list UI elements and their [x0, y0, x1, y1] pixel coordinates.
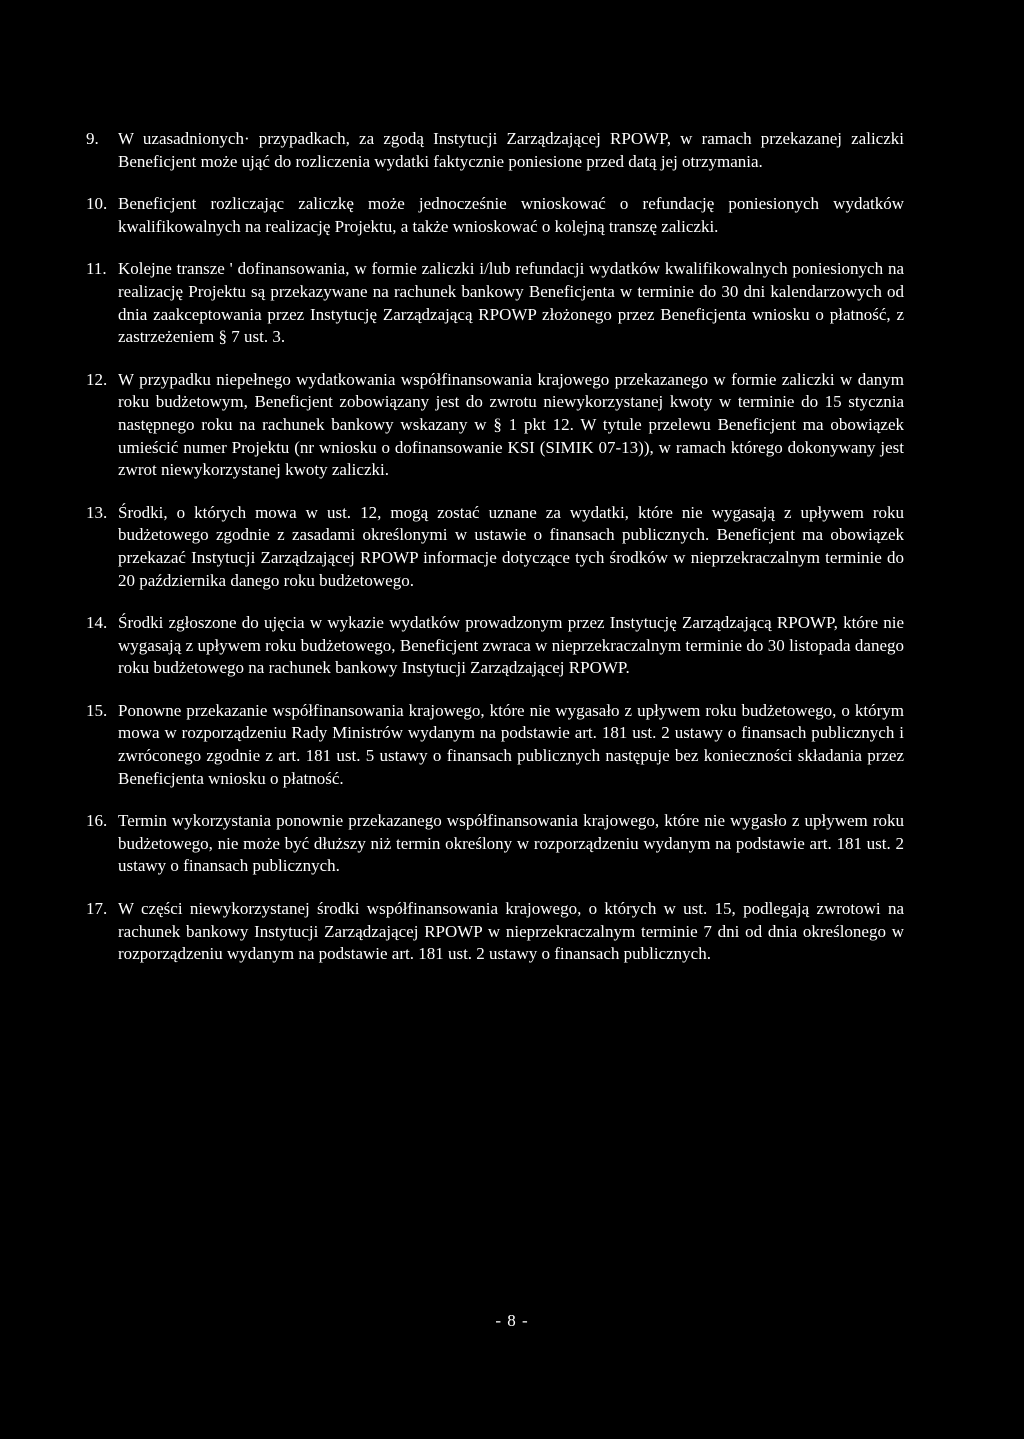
paragraph-text: Kolejne transze ' dofinansowania, w formie zaliczki i/lub refundacji wydatków kwalifikowalnych poniesionych na realizację Projektu są przekazywane na rachunek bankowy Beneficjenta w terminie do 30 dni kalendarzowych od dnia zaakceptowania przez Instytucję Zarządzającą RPOWP złożonego przez Beneficjenta wniosku o płatność, z zastrzeżeniem § 7 ust. 3.: [118, 259, 904, 347]
paragraph-12: [86, 369, 904, 482]
paragraph-number: 16.: [86, 811, 108, 831]
page-number: - 8 -: [495, 1311, 529, 1330]
paragraph-text: Środki zgłoszone do ujęcia w wykazie wydatków prowadzonym przez Instytucję Zarządzającą RPOWP, które nie wygasają z upływem roku budżetowego, Beneficjent zwraca w nieprzekraczalnym terminie do 30 listopada danego roku budżetowego na rachunek bankowy Instytucji Zarządzającej RPOWP.: [118, 613, 904, 678]
paragraph-number: 17.: [86, 899, 108, 919]
paragraph-16: [86, 810, 904, 878]
paragraph-17: [86, 898, 904, 966]
paragraph-14: [86, 612, 904, 680]
paragraph-text: Termin wykorzystania ponownie przekazanego współfinansowania krajowego, które nie wygasło z upływem roku budżetowego, nie może być dłuższy niż termin określony w rozporządzeniu wydanym na podstawie art. 181 ust. 2 ustawy o finansach publicznych.: [118, 811, 904, 876]
paragraph-number: 10.: [86, 194, 108, 214]
paragraph-text: W przypadku niepełnego wydatkowania współfinansowania krajowego przekazanego w formie zaliczki w danym roku budżetowym, Beneficjent zobowiązany jest do zwrotu niewykorzystanej kwoty w terminie do 15 stycznia następnego roku na rachunek bankowy wskazany w § 1 pkt 12. W tytule przelewu Beneficjent ma obowiązek umieścić numer Projektu (nr wniosku o dofinansowanie KSI (SIMIK 07-13)), w ramach którego dokonywany jest zwrot niewykorzystanej kwoty zaliczki.: [118, 369, 904, 480]
paragraph-text: W części niewykorzystanej środki współfinansowania krajowego, o których w ust. 15, podlegają zwrotowi na rachunek bankowy Instytucji Zarządzającej RPOWP w nieprzekraczalnym terminie 7 dni od dnia określonego w rozporządzeniu wydanym na podstawie art. 181 ust. 2 ustawy o finansach publicznych.: [118, 899, 904, 964]
paragraph-number: 14.: [86, 613, 108, 633]
paragraph-number: 15.: [86, 700, 108, 720]
paragraph-13: [86, 502, 904, 592]
paragraph-15: [86, 700, 904, 790]
paragraph-number: 13.: [86, 502, 108, 522]
paragraph-9: [86, 128, 904, 173]
paragraph-text: Beneficjent rozliczając zaliczkę może jednocześnie wnioskować o refundację poniesionych wydatków kwalifikowalnych na realizację Projektu, a także wnioskować o kolejną transzę zaliczki.: [118, 194, 904, 236]
paragraph-text: W uzasadnionych· przypadkach, za zgodą Instytucji Zarządzającej RPOWP, w ramach przekazanej zaliczki Beneficjent może ująć do rozliczenia wydatki faktycznie poniesione przed datą jej otrzymania.: [118, 129, 904, 171]
paragraph-text: Ponowne przekazanie współfinansowania krajowego, które nie wygasało z upływem roku budżetowego, o którym mowa w rozporządzeniu Rady Ministrów wydanym na podstawie art. 181 ust. 2 ustawy o finansach publicznych i zwróconego zgodnie z art. 181 ust. 5 ustawy o finansach publicznych następuje bez konieczności składania przez Beneficjenta wniosku o płatność.: [118, 700, 904, 788]
paragraph-number: 9.: [86, 129, 99, 148]
paragraph-number: 11.: [86, 259, 107, 279]
paragraph-text: Środki, o których mowa w ust. 12, mogą zostać uznane za wydatki, które nie wygasają z upływem roku budżetowego zgodnie z zasadami określonymi w ustawie o finansach publicznych. Beneficjent ma obowiązek przekazać Instytucji Zarządzającej RPOWP informacje dotyczące tych środków w nieprzekraczalnym terminie do 20 października danego roku budżetowego.: [118, 502, 904, 590]
document-body: [86, 128, 904, 966]
paragraph-number: 12.: [86, 369, 108, 389]
paragraph-11: [86, 258, 904, 348]
paragraph-10: [86, 193, 904, 238]
